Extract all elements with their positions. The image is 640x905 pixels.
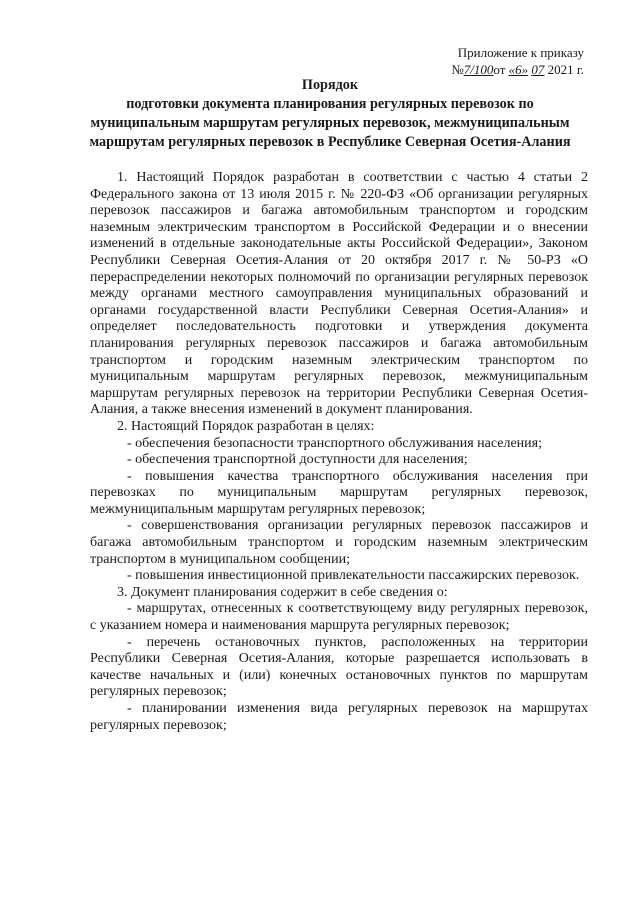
appendix-day: «6» [508, 62, 529, 77]
appendix-number: 7/100 [463, 62, 494, 77]
list-item: - повышения инвестиционной привлекательности пассажирских перевозок. [127, 568, 580, 584]
appendix-month: 07 [531, 62, 545, 77]
appendix-header [451, 44, 584, 78]
list-item: - обеспечения безопасности транспортного обслуживания населения; [127, 435, 542, 451]
paragraph: 2. Настоящий Порядок разработан в целях: [117, 418, 375, 434]
paragraph: 3. Документ планирования содержит в себе сведения о: [117, 584, 448, 600]
appendix-number-prefix: № [451, 62, 464, 77]
list-item: - повышения качества транспортного обслуживания населения при перевозках по муниципальным маршрутам регулярных перевозок, межмуниципальным маршрутам регулярных перевозок; [90, 468, 588, 517]
list-item: - совершенствования организации регулярных перевозок пассажиров и багажа автомобильным транспортом и городским наземным электрическим транспортом в муниципальном сообщении; [90, 518, 588, 567]
appendix-from-word: от [493, 62, 506, 77]
paragraph: 1. Настоящий Порядок разработан в соответствии с частью 4 статьи 2 Федерального закона от 13 июля 2015 г. № 220-ФЗ «Об организации регулярных перевозок пассажиров и багажа автомобильным транспортом и городским наземным электрическим транспортом в Российской Федерации и о внесении изменений в отдельные законодательные акты Российской Федерации», Законом Республики Северная Осетия-Алания от 20 октября 2017 г. № 50-РЗ «О перераспределении некоторых полномочий по организации регулярных перевозок между органами местного самоуправления муниципальных образований и органами государственной власти Республики Северная Осетия-Алания» и определяет последовательность подготовки и утверждения документа планирования регулярных перевозок пассажиров и багажа автомобильным транспортом и городским наземным электрическим транспортом по муниципальным маршрутам регулярных перевозок, межмуниципальным маршрутам регулярных перевозок на территории Республики Северная Осетия-Алания, а также внесения изменений в документ планирования. [90, 170, 588, 418]
list-item: - маршрутах, отнесенных к соответствующему виду регулярных перевозок, с указанием номера и наименования маршрута регулярных перевозок; [90, 601, 588, 634]
title-main: Порядок [301, 77, 359, 93]
list-item: - обеспечения транспортной доступности для населения; [127, 452, 468, 468]
document-body [90, 170, 588, 734]
document-title [80, 76, 580, 152]
title-subtitle: подготовки документа планирования регулярных перевозок по муниципальным маршрутам регулярных перевозок, межмуниципальным маршрутам регулярных перевозок в Республике Северная Осетия-Алания [89, 96, 571, 150]
list-item: - планировании изменения вида регулярных перевозок на маршрутах регулярных перевозок; [90, 701, 588, 733]
appendix-year: 2021 г. [547, 62, 584, 77]
appendix-label: Приложение к приказу [457, 45, 584, 60]
list-item: - перечень остановочных пунктов, расположенных на территории Республики Северная Осетия-Алания, которые разрешается использовать в качестве начальных и (или) конечных остановочных пунктов по маршрутам регулярных перевозок; [90, 634, 588, 700]
